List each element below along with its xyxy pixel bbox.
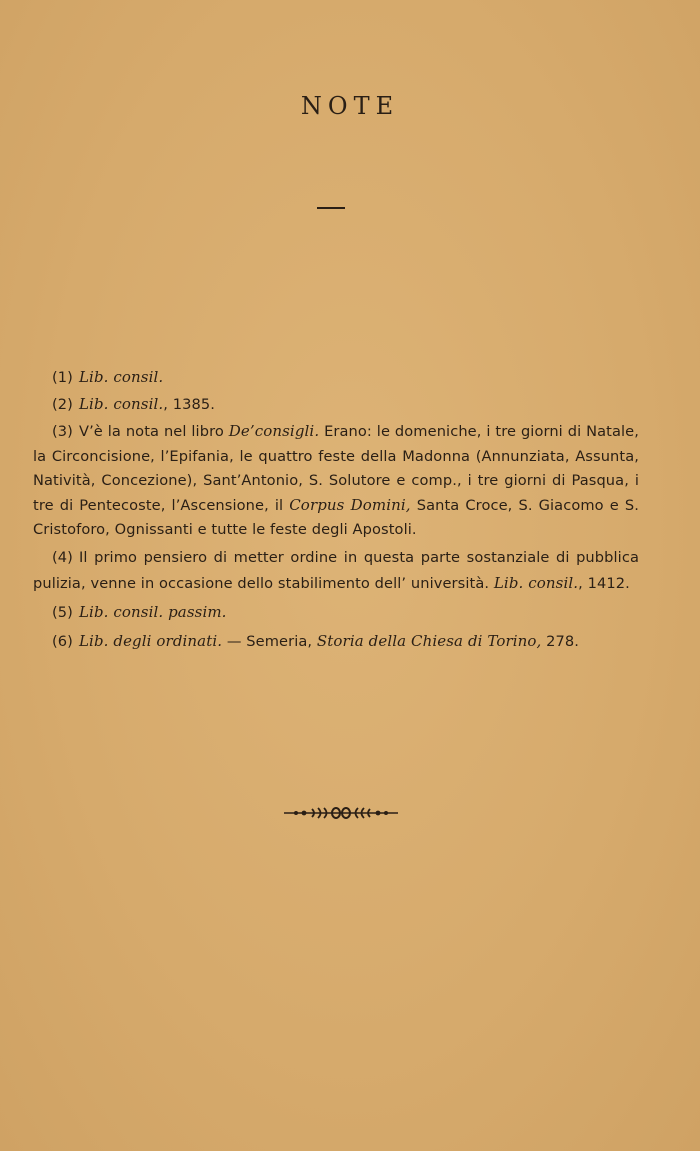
note-item — [33, 600, 639, 625]
note-text: Lib. consil. — [493, 573, 579, 592]
note-item — [33, 365, 639, 390]
note-text: Lib. consil. — [78, 368, 164, 386]
note-text: Santa Croce, S. Giacomo e S. Cristoforo, Ognissanti e tutte le feste degli Apostoli. — [33, 497, 639, 539]
note-text: Il primo pensiero di metter ordine in questa parte sostanziale di pubblica pulizia, venne in occasione dello stabilimento dell’ università. — [33, 549, 639, 592]
note-text: Corpus Domini, — [289, 496, 411, 515]
note-item — [33, 546, 639, 595]
title-divider — [317, 207, 345, 209]
note-number: (5) — [52, 603, 73, 621]
note-text: Storia della Chiesa di Torino, — [316, 632, 542, 651]
note-number: (6) — [52, 633, 73, 651]
note-text: Lib. consil. passim. — [78, 602, 227, 621]
note-number: (4) — [52, 549, 73, 567]
decorative-rule-icon — [282, 805, 400, 821]
note-text: De’consigli. — [228, 422, 320, 441]
page-title: NOTE — [300, 92, 400, 120]
notes-list — [33, 365, 639, 658]
note-item — [33, 419, 639, 542]
note-item — [33, 629, 639, 654]
note-text: , 1412. — [578, 574, 630, 592]
note-text: Lib. degli ordinati. — [78, 632, 223, 651]
note-number: (3) — [52, 423, 73, 441]
note-text: V’è la nota nel libro — [78, 423, 229, 441]
note-item — [33, 392, 639, 417]
note-text: Lib. consil. — [78, 395, 164, 414]
note-text: 278. — [541, 633, 580, 651]
note-text: Erano: le domeniche, i tre giorni di Natale, la Circoncisione, l’Epifania, le quattro feste della Madonna (Annunziata, Assunta, Natività, Concezione), Sant’Antonio, S. Solutore e comp., i tre giorni di Pasqua, i tre di Pentecoste, l’Ascensione, il — [33, 423, 639, 515]
note-text: , 1385. — [163, 396, 215, 414]
note-number: (2) — [52, 396, 73, 414]
note-text: — Semeria, — [222, 633, 317, 651]
note-number: (1) — [52, 369, 73, 386]
